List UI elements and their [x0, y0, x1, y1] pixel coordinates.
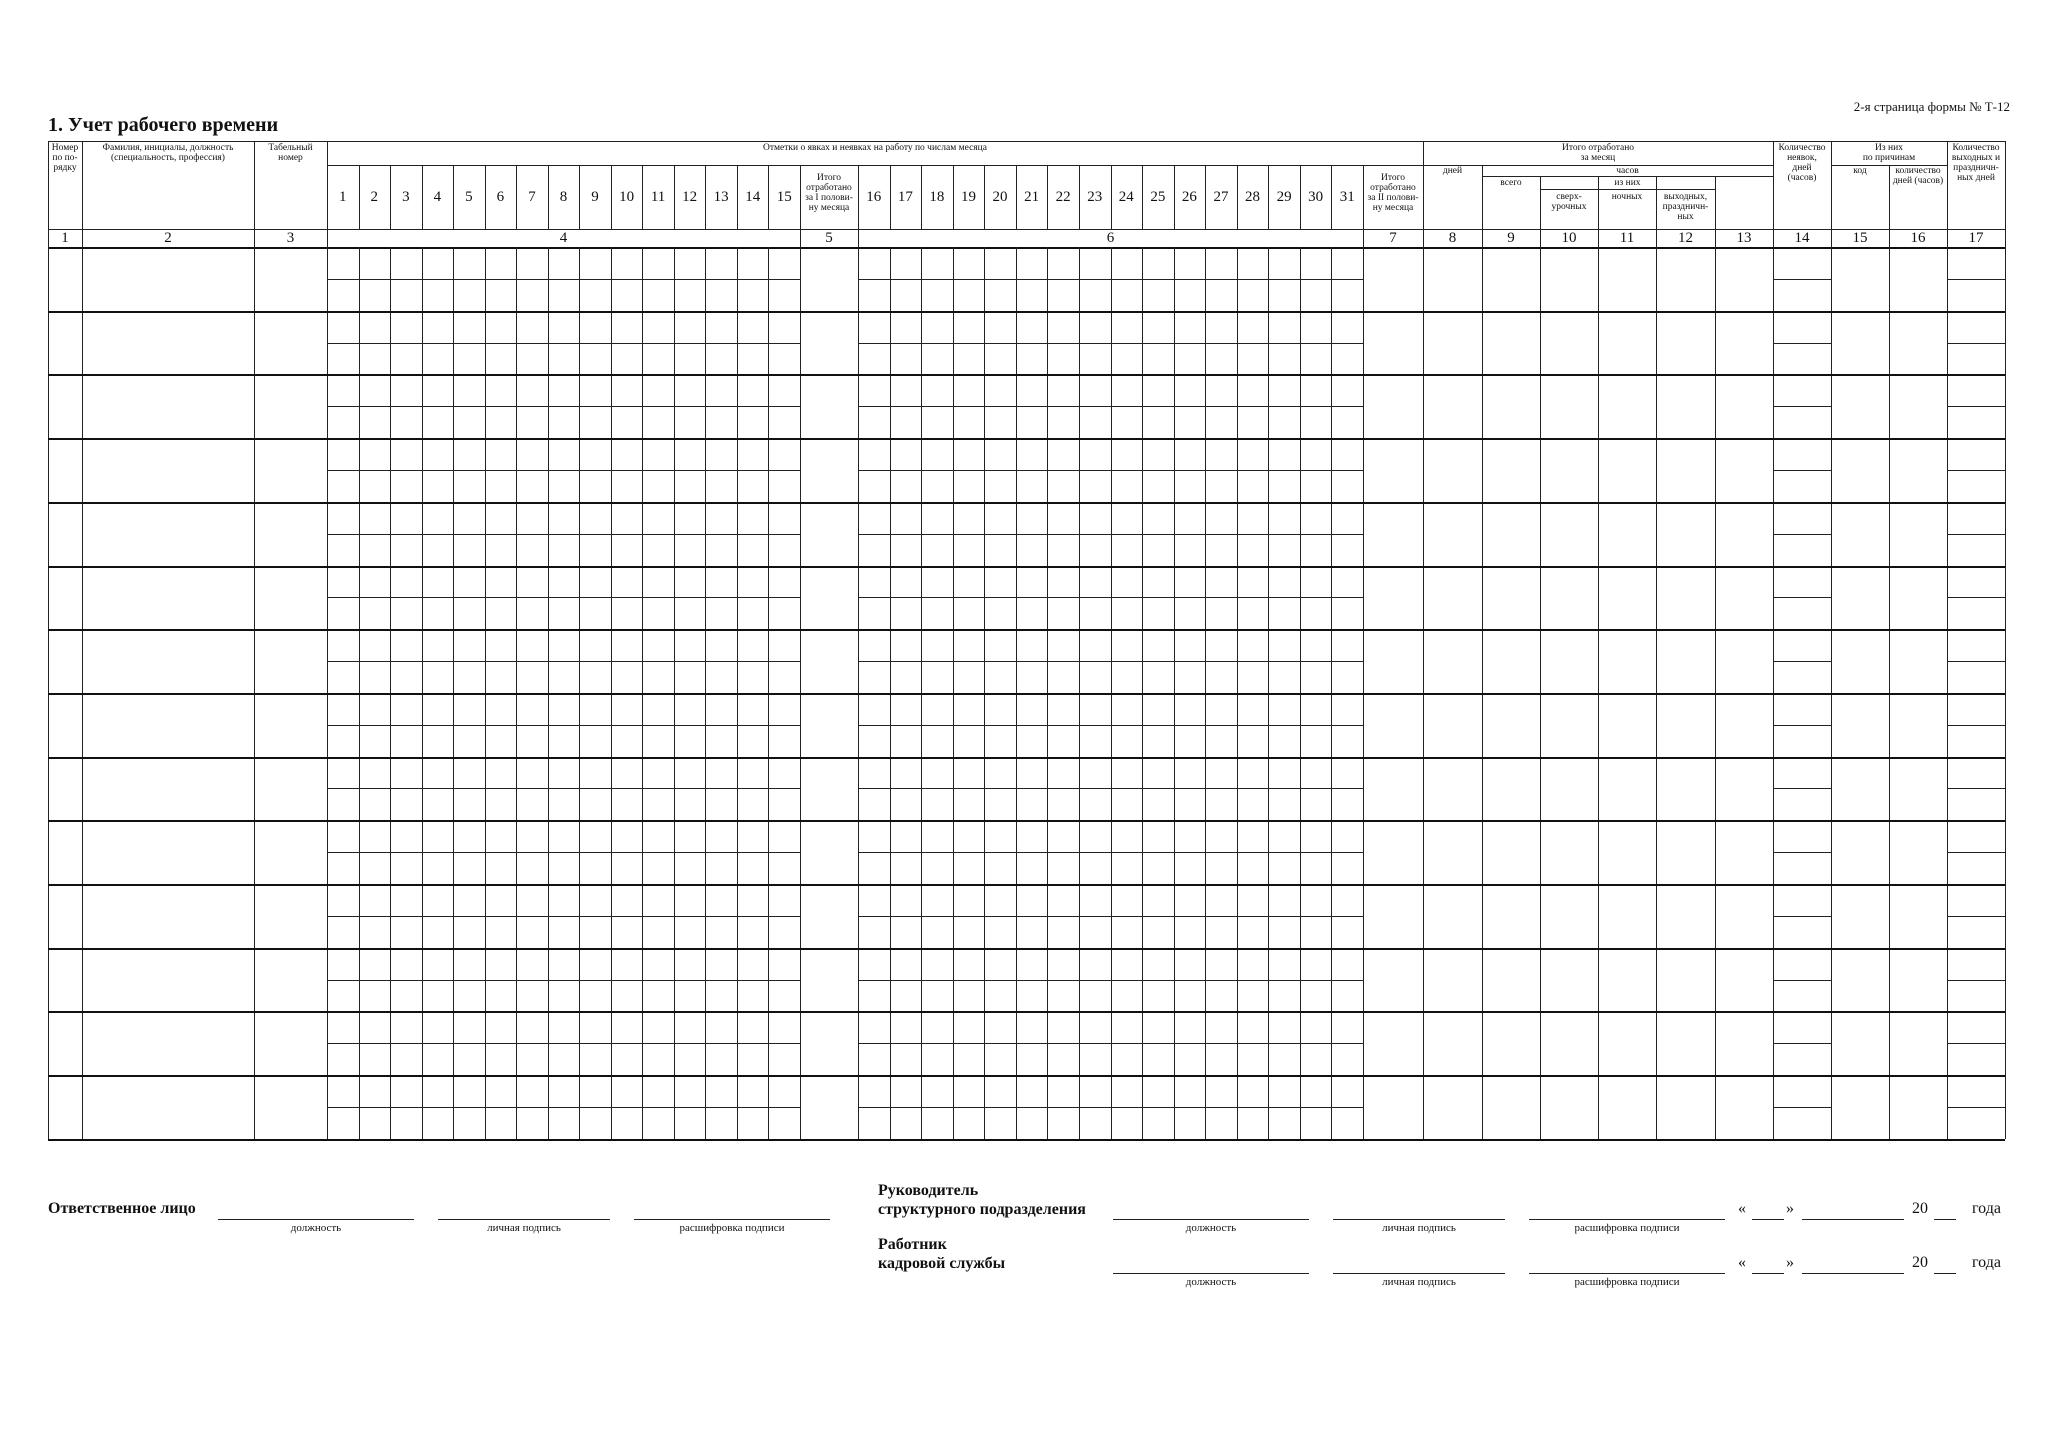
employee-row-border: [48, 311, 2005, 313]
day-number-2: 2: [370, 188, 379, 205]
weekend-split-line: [1947, 980, 2005, 981]
weekend-split-line: [1947, 406, 2005, 407]
header-tab-number: Табельный номер: [268, 143, 313, 163]
column-numbers-bottom-line: [48, 247, 2005, 249]
column-number-8: 8: [1448, 230, 1457, 246]
employee-row-border: [48, 374, 2005, 376]
day-split-line: [858, 470, 1363, 471]
header-holiday-hours: выходных, праздничн- ных: [1662, 192, 1709, 222]
column-number-4: 4: [559, 230, 568, 246]
day-split-line: [327, 725, 800, 726]
day-number-9: 9: [591, 188, 599, 205]
day-split-line: [858, 1107, 1363, 1108]
day-number-11: 11: [650, 188, 666, 205]
day-number-29: 29: [1276, 188, 1292, 205]
day-number-19: 19: [960, 188, 976, 205]
column-number-15: 15: [1852, 230, 1868, 246]
day-split-line: [327, 470, 800, 471]
day-number-20: 20: [992, 188, 1008, 205]
absence-split-line: [1773, 597, 1831, 598]
hr-label-line1: Работник: [878, 1236, 947, 1253]
header-hours: часов: [1616, 166, 1639, 176]
day-split-line: [327, 406, 800, 407]
head-date-month-line[interactable]: [1802, 1219, 1904, 1220]
day-number-17: 17: [897, 188, 913, 205]
day-split-line: [327, 852, 800, 853]
day-number-25: 25: [1150, 188, 1166, 205]
head-decoding-line[interactable]: [1529, 1219, 1725, 1220]
caption-position: должность: [1185, 1222, 1237, 1234]
head-date-year-line[interactable]: [1934, 1219, 1956, 1220]
header-hours-total: всего: [1500, 178, 1522, 188]
weekend-split-line: [1947, 1107, 2005, 1108]
day-split-line: [327, 343, 800, 344]
column-number-2: 2: [164, 230, 172, 246]
head-date-day-line[interactable]: [1752, 1219, 1784, 1220]
day-split-line: [327, 1107, 800, 1108]
day-number-31: 31: [1339, 188, 1355, 205]
day-number-26: 26: [1181, 188, 1197, 205]
absence-split-line: [1773, 1043, 1831, 1044]
header-absences: Количество неявок, дней (часов): [1778, 143, 1826, 183]
header-days: дней: [1442, 166, 1463, 176]
employee-row-border: [48, 566, 2005, 568]
day-split-line: [327, 661, 800, 662]
year-suffix: года: [1972, 1200, 2001, 1217]
date-quote-open: «: [1738, 1200, 1746, 1217]
column-number-11: 11: [1619, 230, 1635, 246]
date-quote-close: »: [1786, 1200, 1794, 1217]
header-of-them: из них: [1614, 178, 1641, 188]
column-number-16: 16: [1910, 230, 1926, 246]
day-number-16: 16: [866, 188, 882, 205]
absence-split-line: [1773, 470, 1831, 471]
day-split-line: [327, 1043, 800, 1044]
day-split-line: [858, 916, 1363, 917]
column-number-13: 13: [1736, 230, 1752, 246]
day-number-14: 14: [745, 188, 761, 205]
weekend-split-line: [1947, 916, 2005, 917]
responsible-label: Ответственное лицо: [48, 1200, 196, 1217]
date-quote-open: «: [1738, 1254, 1746, 1271]
day-split-line: [327, 916, 800, 917]
column-number-line: [2005, 229, 2006, 247]
table-bottom-border: [48, 1139, 2005, 1141]
day-split-line: [858, 279, 1363, 280]
caption-position: должность: [290, 1222, 342, 1234]
day-number-12: 12: [682, 188, 698, 205]
weekend-split-line: [1947, 725, 2005, 726]
head-position-line[interactable]: [1113, 1219, 1309, 1220]
day-split-line: [858, 788, 1363, 789]
column-number-7: 7: [1389, 230, 1397, 246]
weekend-split-line: [1947, 852, 2005, 853]
weekend-split-line: [1947, 534, 2005, 535]
responsible-signature-line[interactable]: [438, 1219, 610, 1220]
day-split-line: [327, 597, 800, 598]
header-overtime: сверх- урочных: [1551, 192, 1587, 212]
head-label-line2: структурного подразделения: [878, 1201, 1086, 1218]
absence-split-line: [1773, 916, 1831, 917]
column-number-12: 12: [1678, 230, 1693, 246]
absence-split-line: [1773, 279, 1831, 280]
hr-decoding-line[interactable]: [1529, 1273, 1725, 1274]
day-split-line: [858, 1043, 1363, 1044]
responsible-position-line[interactable]: [218, 1219, 414, 1220]
hr-signature-line[interactable]: [1333, 1273, 1505, 1274]
caption-decoding: расшифровка подписи: [1574, 1276, 1680, 1288]
employee-row-border: [48, 693, 2005, 695]
employee-row-border: [48, 820, 2005, 822]
day-number-7: 7: [528, 188, 536, 205]
absence-split-line: [1773, 661, 1831, 662]
caption-decoding: расшифровка подписи: [1574, 1222, 1680, 1234]
day-number-23: 23: [1087, 188, 1103, 205]
employee-row-border: [48, 948, 2005, 950]
weekend-split-line: [1947, 1043, 2005, 1044]
hr-label-line2: кадровой службы: [878, 1255, 1006, 1272]
column-number-3: 3: [286, 230, 295, 246]
column-number-17: 17: [1968, 230, 1984, 246]
day-split-line: [858, 980, 1363, 981]
absence-split-line: [1773, 725, 1831, 726]
day-number-15: 15: [776, 188, 792, 205]
head-signature-line[interactable]: [1333, 1219, 1505, 1220]
header-column-line: [1715, 176, 1716, 229]
caption-signature: личная подпись: [1382, 1276, 1456, 1288]
day-number-6: 6: [496, 188, 505, 205]
absence-split-line: [1773, 534, 1831, 535]
day-split-line: [327, 534, 800, 535]
page-title: 1. Учет рабочего времени: [48, 114, 279, 136]
employee-row-border: [48, 502, 2005, 504]
day-split-line: [858, 852, 1363, 853]
weekend-split-line: [1947, 470, 2005, 471]
hr-date-month-line[interactable]: [1802, 1273, 1904, 1274]
absence-split-line: [1773, 852, 1831, 853]
hr-date-year-line[interactable]: [1934, 1273, 1956, 1274]
day-number-22: 22: [1055, 188, 1071, 205]
day-number-24: 24: [1118, 188, 1134, 205]
head-label-line1: Руководитель: [878, 1182, 979, 1199]
column-number-6: 6: [1106, 230, 1115, 246]
year-suffix: года: [1972, 1254, 2001, 1271]
timesheet-table: [48, 141, 2005, 1138]
day-split-line: [327, 980, 800, 981]
day-number-28: 28: [1245, 188, 1261, 205]
header-second-half-total: Итого отработано за II полови- ну месяца: [1367, 173, 1419, 213]
day-number-13: 13: [713, 188, 729, 205]
header-count: количество дней (часов): [1892, 166, 1944, 186]
header-code: код: [1853, 166, 1867, 176]
day-number-5: 5: [465, 188, 473, 205]
column-number-10: 10: [1561, 230, 1577, 246]
absence-split-line: [1773, 980, 1831, 981]
day-number-3: 3: [402, 188, 410, 205]
column-number-14: 14: [1794, 230, 1810, 246]
caption-position: должность: [1185, 1276, 1237, 1288]
hr-position-line[interactable]: [1113, 1273, 1309, 1274]
day-split-line: [858, 661, 1363, 662]
column-number-9: 9: [1507, 230, 1515, 246]
weekend-split-line: [1947, 279, 2005, 280]
header-first-half-total: Итого отработано за I полови- ну месяца: [805, 173, 853, 213]
date-quote-close: »: [1786, 1254, 1794, 1271]
header-column-line: [2005, 141, 2006, 229]
day-number-30: 30: [1308, 188, 1324, 205]
year-prefix: 20: [1912, 1200, 1928, 1217]
absence-split-line: [1773, 406, 1831, 407]
day-number-21: 21: [1024, 188, 1040, 205]
day-number-8: 8: [559, 188, 568, 205]
form-identifier: 2-я страница формы № Т-12: [1853, 99, 2010, 114]
table-top-border: [48, 141, 2005, 142]
header-name: Фамилия, инициалы, должность (специальность, профессия): [102, 143, 234, 163]
day-number-27: 27: [1213, 188, 1229, 205]
year-prefix: 20: [1912, 1254, 1928, 1271]
weekend-split-line: [1947, 597, 2005, 598]
hr-date-day-line[interactable]: [1752, 1273, 1784, 1274]
employee-row-border: [48, 757, 2005, 759]
caption-signature: личная подпись: [1382, 1222, 1456, 1234]
header-marks: Отметки о явках и неявках на работу по числам месяца: [763, 143, 987, 153]
body-column-line: [2005, 247, 2006, 1139]
weekend-split-line: [1947, 788, 2005, 789]
caption-decoding: расшифровка подписи: [679, 1222, 785, 1234]
day-split-line: [327, 279, 800, 280]
header-night: ночных: [1611, 192, 1643, 202]
employee-row-border: [48, 884, 2005, 886]
absence-split-line: [1773, 343, 1831, 344]
caption-signature: личная подпись: [487, 1222, 561, 1234]
day-number-4: 4: [433, 188, 442, 205]
header-weekend-days: Количество выходных и праздничн- ных дней: [1951, 143, 2001, 183]
day-number-10: 10: [619, 188, 635, 205]
day-split-line: [327, 788, 800, 789]
day-number-18: 18: [929, 188, 945, 205]
responsible-decoding-line[interactable]: [634, 1219, 830, 1220]
weekend-split-line: [1947, 343, 2005, 344]
column-number-1: 1: [61, 230, 69, 246]
absence-split-line: [1773, 788, 1831, 789]
header-by-reason: Из них по причинам: [1862, 143, 1916, 163]
header-month-total: Итого отработано за месяц: [1561, 143, 1635, 163]
day-split-line: [858, 534, 1363, 535]
absence-split-line: [1773, 1107, 1831, 1108]
header-order-number: Номер по по- рядку: [51, 143, 79, 173]
column-number-5: 5: [825, 230, 833, 246]
day-split-line: [858, 406, 1363, 407]
employee-row-border: [48, 1011, 2005, 1013]
employee-row-border: [48, 1075, 2005, 1077]
day-split-line: [858, 725, 1363, 726]
weekend-split-line: [1947, 661, 2005, 662]
employee-row-border: [48, 438, 2005, 440]
day-split-line: [858, 343, 1363, 344]
day-split-line: [858, 597, 1363, 598]
employee-row-border: [48, 629, 2005, 631]
day-number-1: 1: [339, 188, 347, 205]
